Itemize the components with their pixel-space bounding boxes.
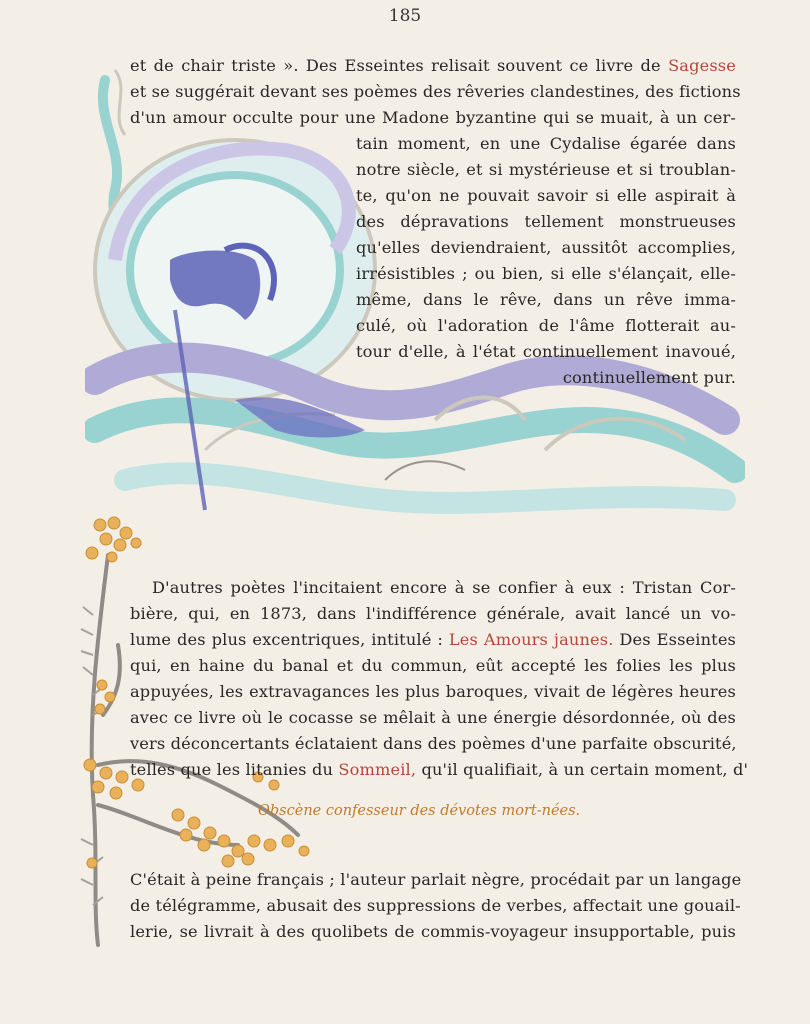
text-line: appuyées, les extravagances les plus baroques, vivait de légères heures [130, 682, 736, 701]
text-line: bière, qui, en 1873, dans l'indifférence générale, avait lancé un vo- [130, 604, 736, 623]
text-line: avec ce livre où le cocasse se mêlait à une énergie désordonnée, où des [130, 708, 736, 727]
page-number: 185 [388, 6, 422, 26]
text-line: de télégramme, abusait des suppressions de verbes, affectait une gouail- [130, 896, 741, 915]
book-title-sagesse: Sagesse [668, 56, 736, 75]
text-span: lume des plus excentriques, intitulé : [130, 630, 449, 649]
text-span: telles que les litanies du [130, 760, 339, 779]
text-line: culé, où l'adoration de l'âme flotterait au- [356, 316, 736, 335]
text-line: notre siècle, et si mystérieuse et si troublan- [356, 160, 736, 179]
text-line: d'un amour occulte pour une Madone byzantine qui se muait, à un cer- [130, 108, 736, 127]
poem-title-sommeil: Sommeil, [338, 760, 417, 779]
text-line: et se suggérait devant ses poèmes des rêveries clandestines, des fictions [130, 82, 741, 101]
text-line [130, 56, 736, 76]
text-line: continuellement pur. [562, 368, 736, 387]
text-line: te, qu'on ne pouvait savoir si elle aspirait à [356, 186, 736, 205]
text-line: lerie, se livrait à des quolibets de commis-voyageur insupportable, puis [130, 922, 736, 941]
text-line: irrésistibles ; ou bien, si elle s'élançait, elle- [356, 264, 736, 283]
book-title-amours-jaunes: Les Amours jaunes. [448, 630, 614, 649]
text-line: vers déconcertants éclataient dans des poèmes d'une parfaite obscurité, [130, 734, 737, 753]
text-span: qu'il qualifiait, à un certain moment, d' [416, 760, 749, 779]
quoted-verse: Obscène confesseur des dévotes mort-nées. [258, 803, 581, 819]
text-line: D'autres poètes l'incitaient encore à se confier à eux : Tristan Cor- [152, 578, 736, 597]
text-line: qu'elles deviendraient, aussitôt accomplies, [356, 238, 736, 257]
text-line [130, 630, 736, 650]
text-line: tour d'elle, à l'état continuellement inavoué, [356, 342, 736, 361]
text-line: tain moment, en une Cydalise égarée dans [356, 134, 736, 153]
text-line: des dépravations tellement monstrueuses [356, 212, 736, 231]
text-span: Des Esseintes [613, 630, 737, 649]
text-span: et de chair triste ». Des Esseintes relisait souvent ce livre de [130, 56, 669, 75]
text-line [130, 760, 749, 780]
text-line: même, dans le rêve, dans un rêve imma- [356, 290, 736, 309]
text-line: C'était à peine français ; l'auteur parlait nègre, procédait par un langage [130, 870, 742, 889]
text-line: qui, en haine du banal et du commun, eût accepté les folies les plus [130, 656, 736, 675]
